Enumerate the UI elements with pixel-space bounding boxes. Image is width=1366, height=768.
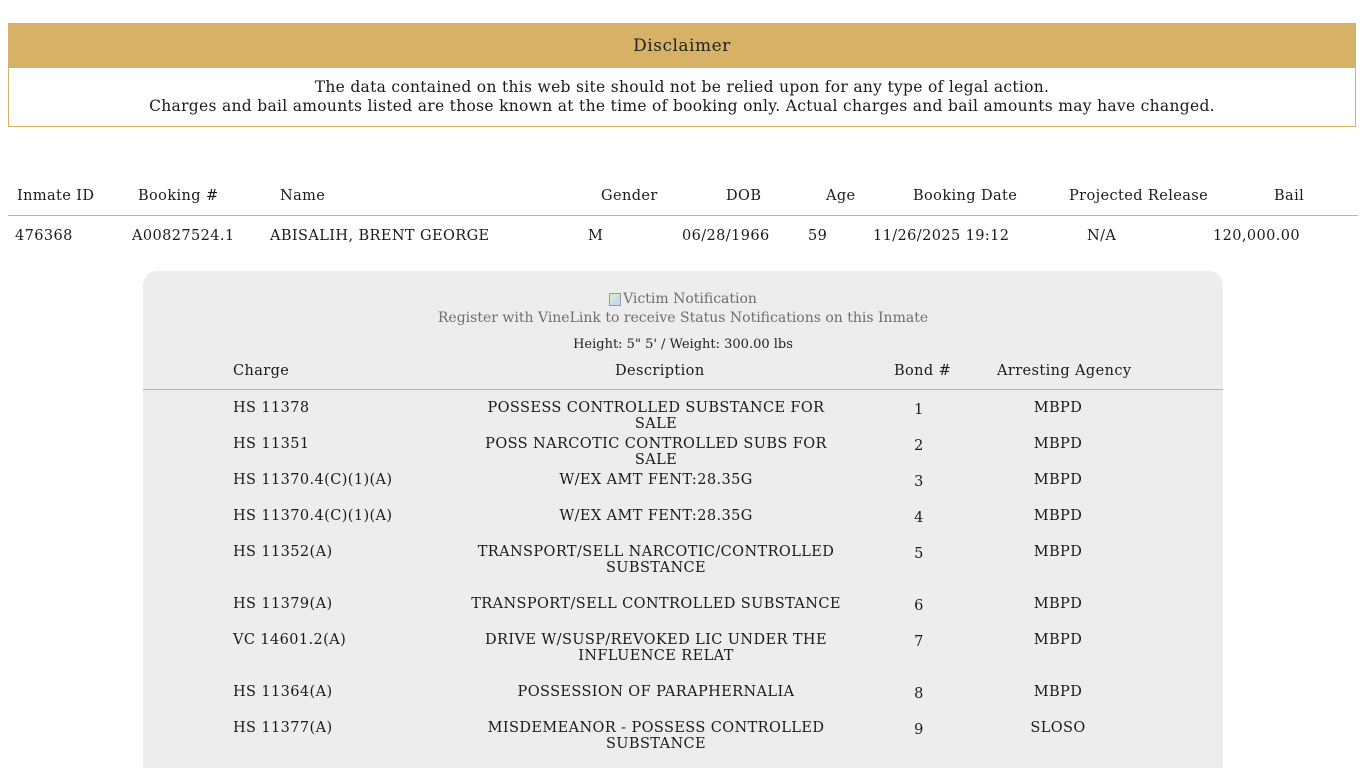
booking-date: 11/26/2025 19:12 xyxy=(873,228,1010,244)
inmate-row[interactable] xyxy=(8,216,1358,251)
charge-row xyxy=(143,506,1223,542)
charge-description: POSSESSION OF PARAPHERNALIA xyxy=(517,684,795,700)
header-name: Name xyxy=(280,188,326,204)
bond-number: 3 xyxy=(914,474,924,490)
charge-code: HS 11379(A) xyxy=(233,596,333,612)
charge-description: W/EX AMT FENT:28.35G xyxy=(559,472,753,488)
disclaimer-line-2: Charges and bail amounts listed are those known at the time of booking only. Actual charges and bail amounts may have changed. xyxy=(149,97,1215,115)
inmate-name: ABISALIH, BRENT GEORGE xyxy=(270,228,490,244)
bond-number: 6 xyxy=(914,598,924,614)
header-description: Description xyxy=(615,363,705,379)
dob: 06/28/1966 xyxy=(682,228,770,244)
charge-code: HS 11364(A) xyxy=(233,684,333,700)
header-booking-number: Booking # xyxy=(138,188,219,204)
charge-description: DRIVE W/SUSP/REVOKED LIC UNDER THE INFLUENCE RELAT xyxy=(485,632,827,664)
arresting-agency: MBPD xyxy=(1033,472,1083,488)
header-arresting-agency: Arresting Agency xyxy=(997,363,1132,379)
charge-code: HS 11370.4(C)(1)(A) xyxy=(233,508,393,524)
header-booking-date: Booking Date xyxy=(913,188,1018,204)
inmate-detail-panel xyxy=(143,271,1223,768)
charge-code: HS 11377(A) xyxy=(233,720,333,736)
vinelink-register-link[interactable]: Register with VineLink to receive Status Notifications on this Inmate xyxy=(437,309,929,326)
charges-list xyxy=(143,398,1223,768)
gender: M xyxy=(588,228,604,244)
bond-number: 2 xyxy=(914,438,924,454)
charge-row xyxy=(143,470,1223,506)
arresting-agency: MBPD xyxy=(1033,508,1083,524)
charge-row xyxy=(143,630,1223,682)
charges-header xyxy=(143,361,1223,390)
arresting-agency: MBPD xyxy=(1033,684,1083,700)
charge-row xyxy=(143,594,1223,630)
bail-amount: 120,000.00 xyxy=(1213,228,1301,244)
arresting-agency: MBPD xyxy=(1033,596,1083,612)
height-weight: Height: 5" 5' / Weight: 300.00 lbs xyxy=(573,337,793,352)
charge-description: MISDEMEANOR - POSSESS CONTROLLED SUBSTANCE xyxy=(487,720,825,752)
charge-description: POSSESS CONTROLLED SUBSTANCE FOR SALE xyxy=(487,400,825,432)
bond-number: 8 xyxy=(914,686,924,702)
bond-number: 9 xyxy=(914,722,924,738)
charge-code: HS 11370.4(C)(1)(A) xyxy=(233,472,393,488)
projected-release: N/A xyxy=(1087,228,1117,244)
header-inmate-id: Inmate ID xyxy=(17,188,95,204)
arresting-agency: MBPD xyxy=(1033,544,1083,560)
bond-number: 5 xyxy=(914,546,924,562)
age: 59 xyxy=(808,228,828,244)
inmate-table xyxy=(8,180,1358,251)
header-bond: Bond # xyxy=(894,363,952,379)
arresting-agency: MBPD xyxy=(1033,632,1083,648)
disclaimer-line-1: The data contained on this web site should not be relied upon for any type of legal action. xyxy=(314,78,1050,96)
charge-code: HS 11351 xyxy=(233,436,310,452)
booking-number: A00827524.1 xyxy=(132,228,235,244)
inmate-id: 476368 xyxy=(15,228,73,244)
arresting-agency: MBPD xyxy=(1033,436,1083,452)
bond-number: 7 xyxy=(914,634,924,650)
charge-row xyxy=(143,718,1223,768)
charge-description: TRANSPORT/SELL NARCOTIC/CONTROLLED SUBSTANCE xyxy=(477,544,835,576)
header-projected-release: Projected Release xyxy=(1069,188,1209,204)
charge-code: HS 11378 xyxy=(233,400,310,416)
charge-row xyxy=(143,434,1223,470)
charge-code: VC 14601.2(A) xyxy=(233,632,347,648)
header-charge: Charge xyxy=(233,363,290,379)
disclaimer-title: Disclaimer xyxy=(9,24,1355,68)
victim-notification-image[interactable] xyxy=(609,291,757,307)
charge-description: POSS NARCOTIC CONTROLLED SUBS FOR SALE xyxy=(485,436,827,468)
header-age: Age xyxy=(826,188,856,204)
broken-image-icon xyxy=(609,293,621,306)
charge-row xyxy=(143,398,1223,434)
header-bail: Bail xyxy=(1274,188,1305,204)
arresting-agency: MBPD xyxy=(1033,400,1083,416)
charge-description: W/EX AMT FENT:28.35G xyxy=(559,508,753,524)
inmate-table-header xyxy=(8,180,1358,216)
charge-description: TRANSPORT/SELL CONTROLLED SUBSTANCE xyxy=(471,596,841,612)
disclaimer-text xyxy=(9,68,1355,126)
disclaimer-box xyxy=(8,23,1356,127)
bond-number: 1 xyxy=(914,402,924,418)
charge-row xyxy=(143,682,1223,718)
charge-code: HS 11352(A) xyxy=(233,544,333,560)
vine-notification[interactable] xyxy=(143,291,1223,326)
header-dob: DOB xyxy=(726,188,762,204)
arresting-agency: SLOSO xyxy=(1030,720,1086,736)
charge-row xyxy=(143,542,1223,594)
header-gender: Gender xyxy=(601,188,658,204)
victim-notification-alt: Victim Notification xyxy=(623,291,757,307)
bond-number: 4 xyxy=(914,510,924,526)
